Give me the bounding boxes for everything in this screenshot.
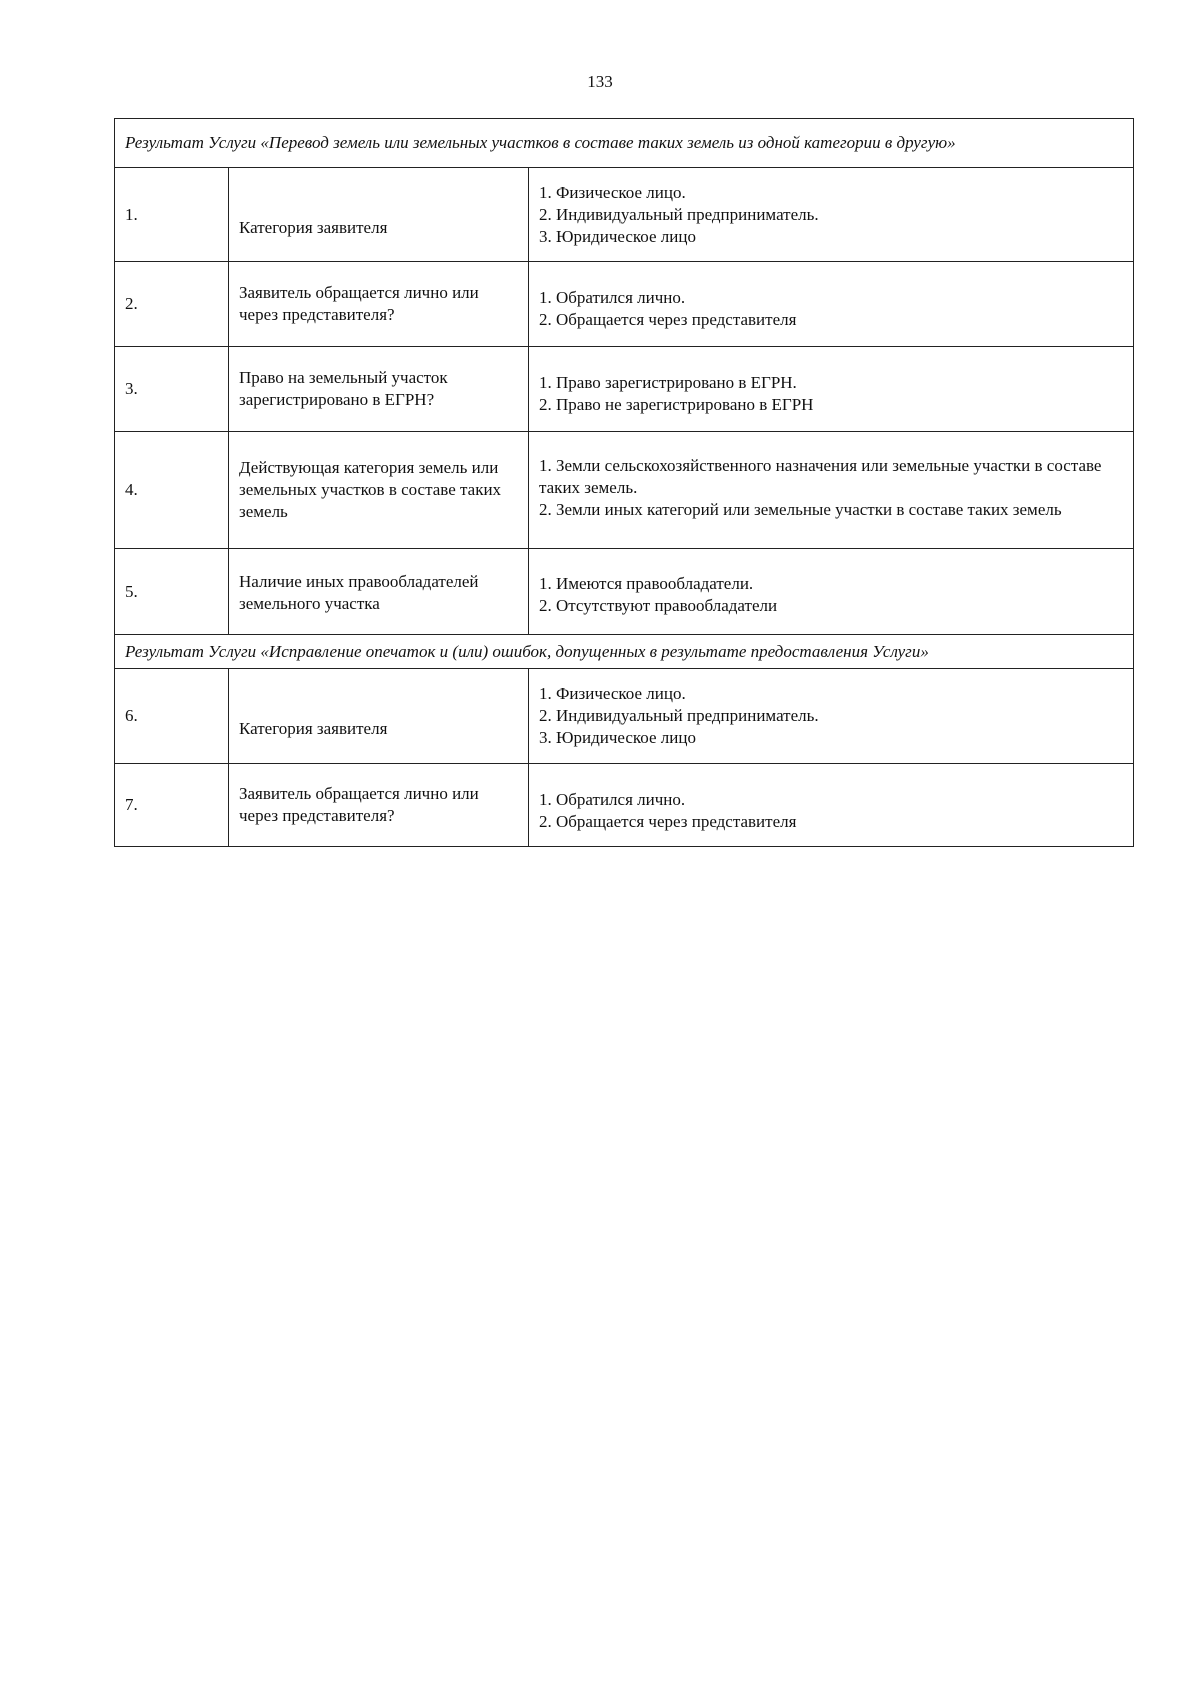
criteria-table (114, 118, 1134, 847)
table-row (115, 432, 1134, 549)
answer-option: 2. Индивидуальный предприниматель. (539, 204, 819, 224)
answer-option: 3. Юридическое лицо (539, 226, 696, 246)
row-number: 5. (115, 549, 229, 635)
section-title: Результат Услуги «Исправление опечаток и (или) ошибок, допущенных в результате предоставления Услуги» (115, 635, 1134, 669)
answer-option: 1. Физическое лицо. (539, 684, 686, 703)
table-row (115, 669, 1134, 764)
row-answers (529, 168, 1134, 262)
answer-option: 3. Юридическое лицо (539, 728, 696, 747)
row-answers (529, 549, 1134, 635)
row-number: 7. (115, 764, 229, 847)
row-number: 4. (115, 432, 229, 549)
row-answers (529, 262, 1134, 347)
answer-option: 2. Отсутствуют правообладатели (539, 596, 778, 615)
row-number: 2. (115, 262, 229, 347)
answer-option: 2. Обращается через представителя (539, 310, 797, 329)
row-answers (529, 432, 1134, 549)
answer-option: 1. Обратился лично. (539, 790, 686, 809)
row-answers (529, 347, 1134, 432)
table-row (115, 347, 1134, 432)
row-question: Наличие иных правообладателей земельного участка (229, 549, 529, 635)
row-question: Категория заявителя (229, 669, 529, 764)
answer-option: 1. Земли сельскохозяйственного назначения или земельные участки в составе таких земель. (539, 456, 1102, 497)
table-row (115, 262, 1134, 347)
row-number: 1. (115, 168, 229, 262)
section-header-row (115, 635, 1134, 669)
answer-option: 1. Имеются правообладатели. (539, 574, 754, 593)
table-row (115, 549, 1134, 635)
section-header-row (115, 119, 1134, 168)
row-number: 6. (115, 669, 229, 764)
answer-option: 1. Право зарегистрировано в ЕГРН. (539, 373, 797, 392)
row-answers (529, 764, 1134, 847)
row-number: 3. (115, 347, 229, 432)
row-question: Категория заявителя (229, 168, 529, 262)
answer-option: 2. Индивидуальный предприниматель. (539, 706, 819, 725)
answer-option: 2. Право не зарегистрировано в ЕГРН (539, 395, 814, 414)
row-answers (529, 669, 1134, 764)
answer-option: 1. Обратился лично. (539, 288, 686, 307)
page-number: 133 (587, 72, 613, 91)
answer-option: 1. Физическое лицо. (539, 182, 686, 202)
row-question: Право на земельный участок зарегистрировано в ЕГРН? (229, 347, 529, 432)
answer-option: 2. Обращается через представителя (539, 812, 797, 831)
table-row (115, 764, 1134, 847)
row-question: Действующая категория земель или земельных участков в составе таких земель (229, 432, 529, 549)
answer-option: 2. Земли иных категорий или земельные участки в составе таких земель (539, 500, 1062, 519)
section-title: Результат Услуги «Перевод земель или земельных участков в составе таких земель из одной категории в другую» (115, 119, 1134, 168)
row-question: Заявитель обращается лично или через представителя? (229, 262, 529, 347)
row-question: Заявитель обращается лично или через представителя? (229, 764, 529, 847)
table-row (115, 168, 1134, 262)
